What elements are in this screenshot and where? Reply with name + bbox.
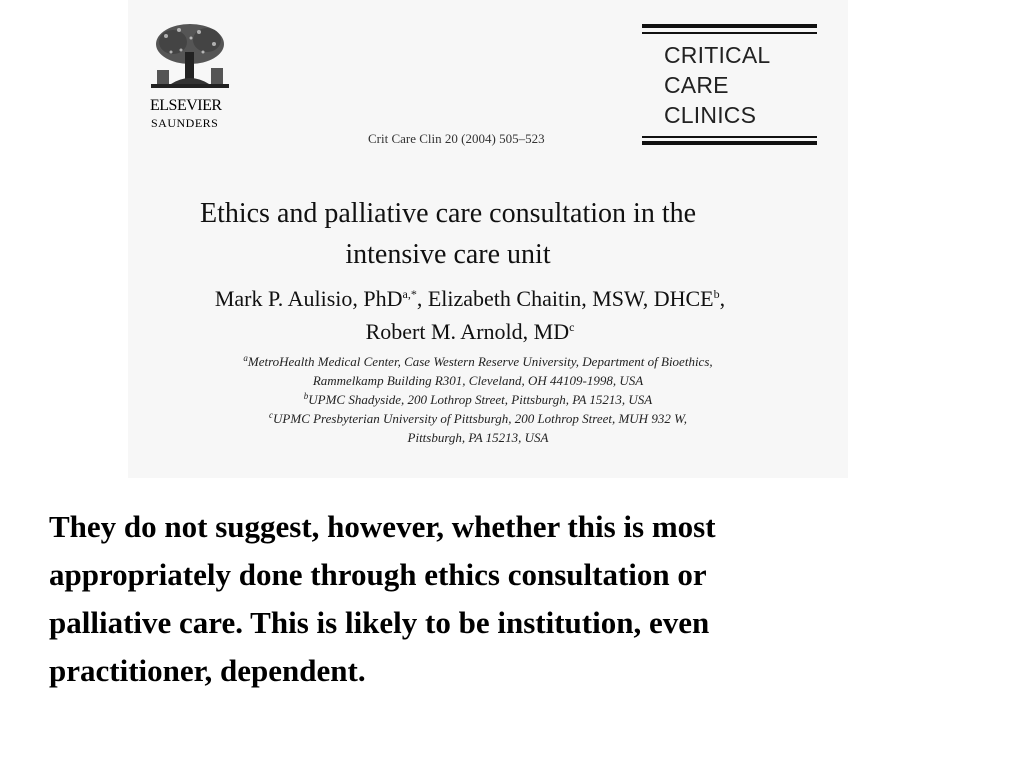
affiliation-marker: c <box>269 410 274 420</box>
affiliation-text: Rammelkamp Building R301, Cleveland, OH 44109-1998, USA <box>312 373 644 388</box>
affiliation-text: UPMC Presbyterian University of Pittsburgh, 200 Lothrop Street, MUH 932 W, <box>273 411 687 426</box>
article-header-image <box>128 0 848 478</box>
author-affiliation-marker: c <box>569 320 575 334</box>
journal-citation: Crit Care Clin 20 (2004) 505–523 <box>368 131 545 146</box>
affiliation-marker: a <box>243 353 248 363</box>
affiliation-marker: b <box>303 391 309 401</box>
author-affiliation-marker: a,* <box>402 287 417 301</box>
author-separator: , <box>416 286 428 311</box>
masthead-rule <box>642 141 817 145</box>
masthead-rule <box>642 32 817 34</box>
masthead-rule <box>642 24 817 28</box>
author-separator: , <box>719 286 726 311</box>
affiliation-line <box>128 352 828 371</box>
affiliation-text: Pittsburgh, PA 15213, USA <box>407 430 549 445</box>
masthead-rule <box>642 136 817 138</box>
affiliation-line <box>128 428 828 447</box>
affiliation-line <box>128 371 828 390</box>
affiliation-line <box>128 390 828 409</box>
affiliation-text: MetroHealth Medical Center, Case Western Reserve University, Department of Bioethics, <box>247 354 713 369</box>
author-name: Elizabeth Chaitin, MSW, DHCE <box>427 286 714 311</box>
affiliation-text: UPMC Shadyside, 200 Lothrop Street, Pittsburgh, PA 15213, USA <box>308 392 653 407</box>
publisher-imprint: SAUNDERS <box>151 116 219 130</box>
author-name: Mark P. Aulisio, PhD <box>214 286 403 311</box>
elsevier-tree-icon <box>151 22 229 94</box>
journal-title-line: CLINICS <box>664 102 757 128</box>
journal-title-line: CRITICAL <box>664 42 771 68</box>
affiliation-list <box>128 352 828 447</box>
author-list <box>128 282 812 348</box>
body-line: practitioner, dependent. <box>49 653 366 688</box>
article-title-line: Ethics and palliative care consultation in the <box>199 198 697 229</box>
article-title <box>128 193 768 275</box>
affiliation-line <box>128 409 828 428</box>
author-affiliation-marker: b <box>713 287 720 301</box>
journal-masthead <box>642 24 817 146</box>
author-line <box>128 282 812 315</box>
author-name: Robert M. Arnold, MD <box>365 319 570 344</box>
publisher-name: ELSEVIER <box>150 97 222 114</box>
author-line <box>128 315 812 348</box>
slide-body-text <box>49 503 949 695</box>
body-line: They do not suggest, however, whether this is most <box>49 509 716 544</box>
body-line: palliative care. This is likely to be institution, even <box>49 605 710 640</box>
article-title-line: intensive care unit <box>345 239 551 270</box>
journal-title-line: CARE <box>664 72 729 98</box>
body-line: appropriately done through ethics consultation or <box>49 557 707 592</box>
elsevier-logo <box>148 22 238 132</box>
